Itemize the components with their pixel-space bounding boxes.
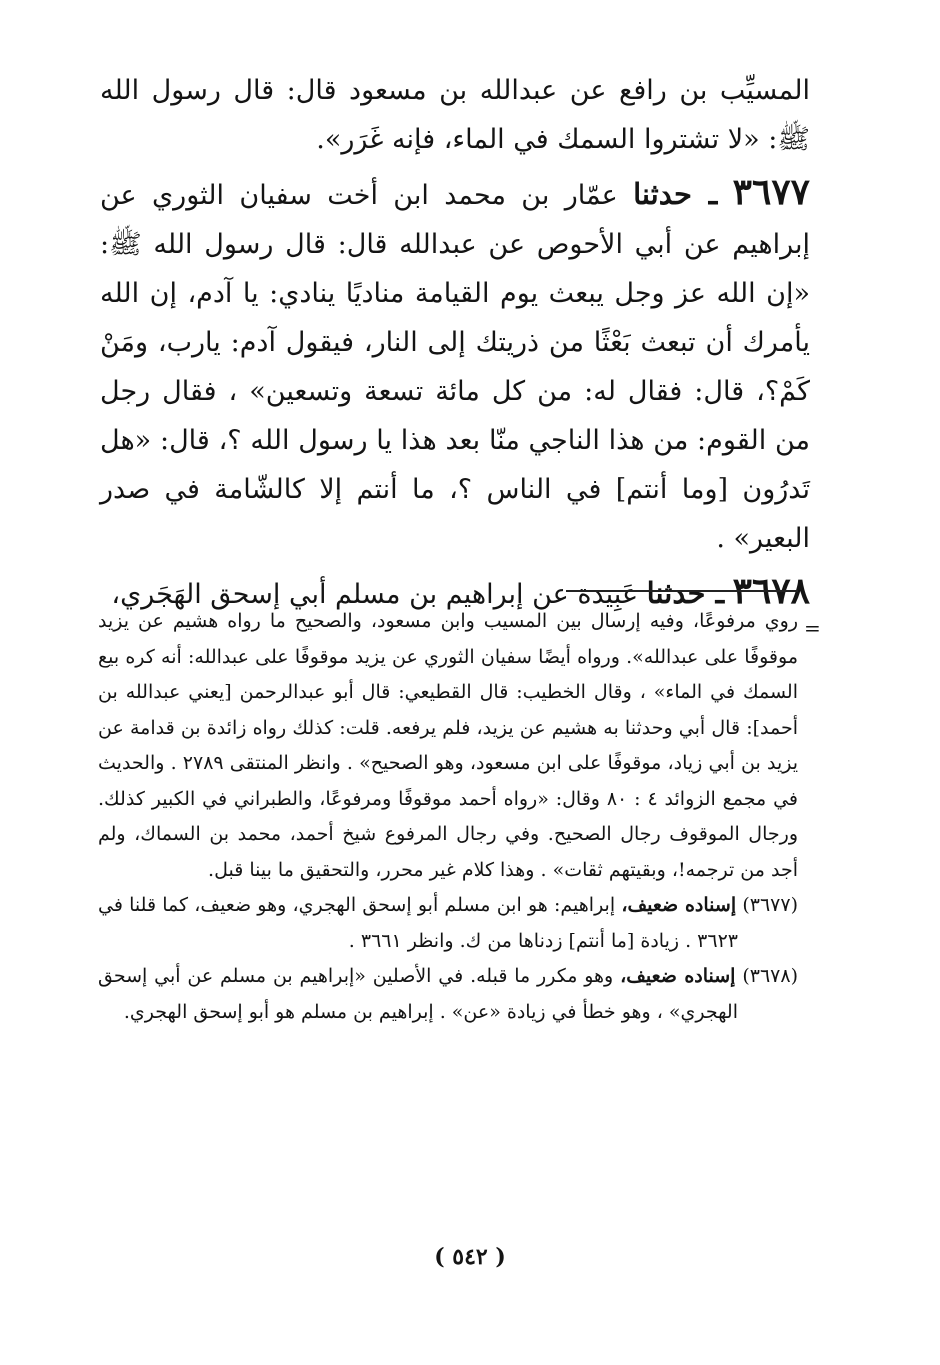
footnote-continuation-text: روي مرفوعًا، وفيه إرسال بين المسيب وابن مسعود، والصحيح ما رواه هشيم عن يزيد موقوفًا على عبدالله». ورواه أيضًا سفيان الثوري عن يزيد موقوفًا على عبدالله: أنه كره بيع السمك في الماء» ، وقال الخطيب: قال القطيعي: قال أبو عبدالرحمن [يعني عبدالله بن أحمد]: قال أبي وحدثنا به هشيم عن يزيد، فلم يرفعه. قلت: كذلك رواه زائدة بن قدامة عن يزيد بن أبي زياد، موقوفًا على ابن مسعود، وهو الصحيح» . وانظر المنتقى ٢٧٨٩ . والحديث في مجمع الزوائد ٤ : ٨٠ وقال: «رواه أحمد موقوفًا ومرفوعًا، والطبراني في الكبير كذلك. ورجال الموقوف رجال الصحيح. وفي رجال المرفوع شيخ أحمد، محمد بن السماك، ولم أجد من ترجمه!، وبقيتهم ثقات» . وهذا كلام غير محرر، والتحقيق ما بينا قبل. [98,610,799,881]
footnote-3677 [98,888,798,959]
footnote-verdict: إسناده ضعيف، [620,965,736,987]
footnote-text: إبراهيم: هو ابن مسلم أبو إسحق الهجري، وهو ضعيف، كما قلنا في ٣٦٢٣ . زيادة [ما أنتم] زدناها من ك. وانظر ٣٦٦١ . [98,894,738,952]
hadith-number: ٣٦٧٨ [732,570,810,612]
hadith-lead: ـ حدثنا [633,177,718,211]
footnote-number: (٣٦٧٧) [742,894,798,916]
hadith-number: ٣٦٧٧ [732,171,810,213]
footnote-3678 [98,959,798,1030]
continuation-mark: = [804,616,821,640]
hadith-text: عمّار بن محمد ابن أخت سفيان الثوري عن إبراهيم عن أبي الأحوص عن عبدالله قال: قال رسول الله ﷺ: «إن الله عز وجل يبعث يوم القيامة مناديًا ينادي: يا آدم، إن الله يأمرك أن تبعث بَعْثًا من ذريتك إلى النار، فيقول آدم: يارب، ومَنْ كَمْ؟، قال: فقال له: من كل مائة تسعة وتسعين» ، فقال رجل من القوم: من هذا الناجي منّا بعد هذا يا رسول الله ؟، قال: «هل تَدرُون [وما أنتم] في الناس ؟، ما أنتم إلا كالشّامة في صدر البعير» . [100,180,810,554]
footnote-verdict: إسناده ضعيف، [621,894,737,916]
hadith-text: عَبِيدة عن إبراهيم بن مسلم أبي إسحق الهَجَري، [111,579,639,610]
footnotes-block [98,604,798,1030]
footnote-text: وهو مكرر ما قبله. في الأصلين «إبراهيم بن مسلم عن أبي إسحق الهجري» ، وهو خطأ في زيادة «عن» . إبراهيم بن مسلم هو أبو إسحق الهجري. [98,965,738,1023]
hadith-3677 [100,168,810,563]
paragraph-continuation [100,66,810,164]
hadith-lead: ـ حدثنا [646,576,725,610]
footnote-number: (٣٦٧٨) [742,965,798,987]
footnote-continuation [98,604,798,888]
main-text-block [100,66,810,619]
footnote-separator [566,590,798,592]
page-number: ( ٥٤٢ ) [434,1244,506,1270]
paragraph-continuation-text: المسيِّب بن رافع عن عبدالله بن مسعود قال: قال رسول الله ﷺ: «لا تشتروا السمك في الماء، فإنه غَرَر». [100,75,810,155]
